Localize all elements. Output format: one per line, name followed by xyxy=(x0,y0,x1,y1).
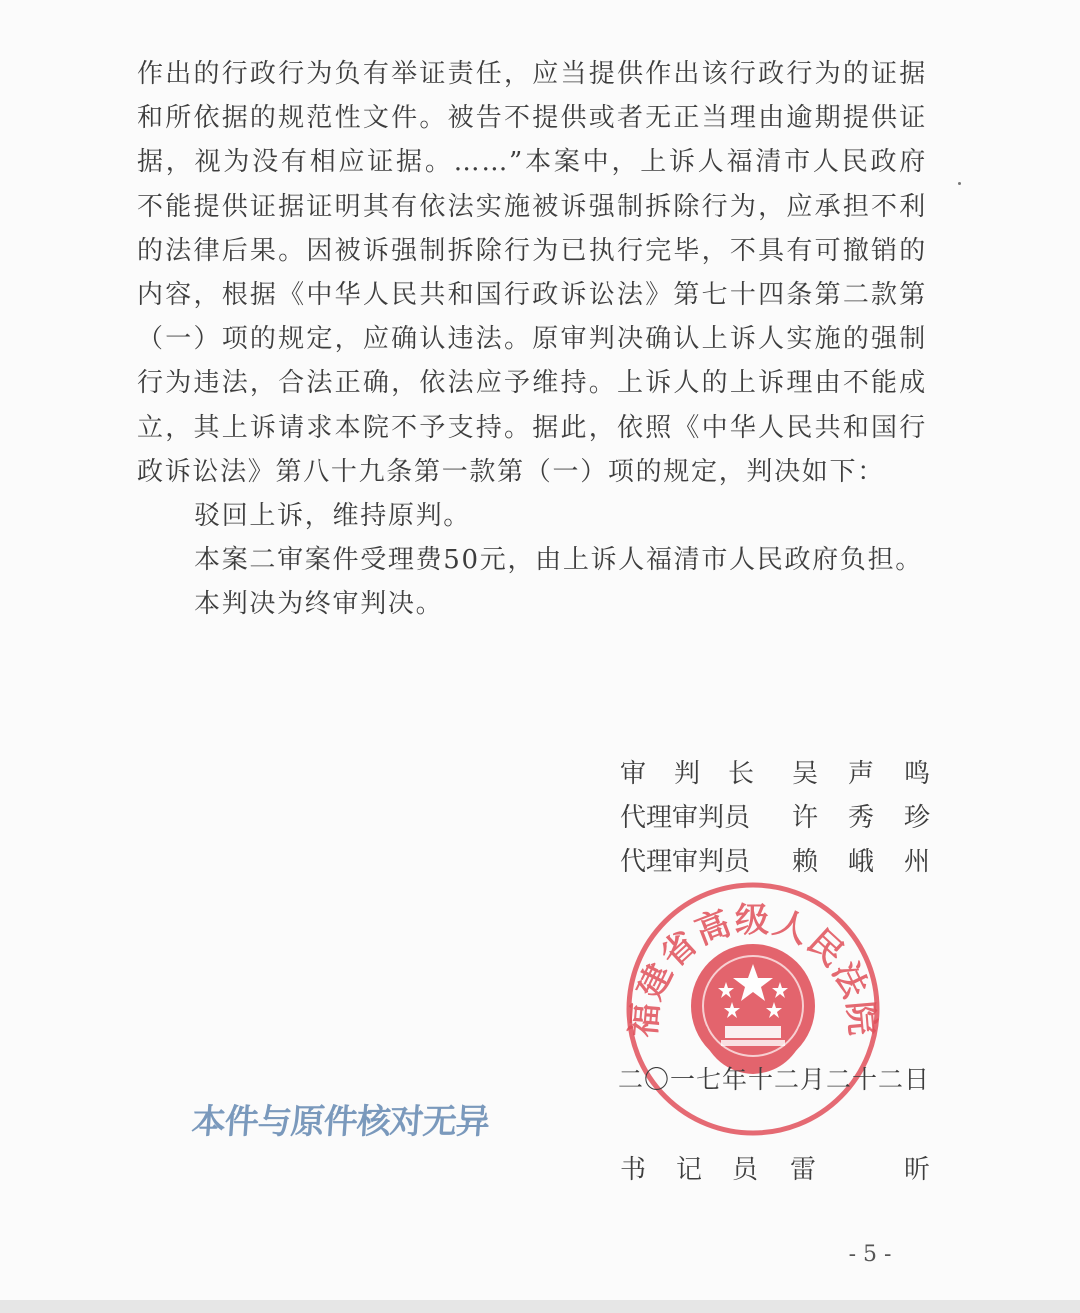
page-number: - 5 - xyxy=(848,1242,892,1267)
judgment-body xyxy=(137,52,927,627)
clerk-name-first: 雷 xyxy=(790,1155,817,1185)
scan-bottom-edge xyxy=(0,1300,1080,1313)
signature-row-acting-judge-1 xyxy=(620,796,960,840)
national-emblem-icon xyxy=(691,944,815,1070)
signature-name: 吴声鸣 xyxy=(791,759,960,789)
reasoning-paragraph: 作出的行政行为负有举证责任，应当提供作出该行政行为的证据和所依据的规范性文件。被告不提供或者无正当理由逾期提供证据，视为没有相应证据。……”本案中，上诉人福清市人民政府不能提供证据证明其有依法实施被诉强制拆除行为，应承担不利的法律后果。因被诉强制拆除行为已执行完毕，不具有可撤销的内容，根据《中华人民共和国行政诉讼法》第七十四条第二款第（一）项的规定，应确认违法。原审判决确认上诉人实施的强制行为违法，合法正确，依法应予维持。上诉人的上诉理由不能成立，其上诉请求本院不予支持。据此，依照《中华人民共和国行政诉讼法》第八十九条第一款第（一）项的规定，判决如下： xyxy=(137,59,927,487)
signature-row-acting-judge-2 xyxy=(620,840,960,884)
seal-text: 福建省高级人民法院 xyxy=(623,900,883,1039)
signature-name: 许秀珍 xyxy=(791,803,960,833)
signature-role: 代理审判员 xyxy=(620,803,751,833)
judgment-date: 二〇一七年十二月二十二日 xyxy=(617,1065,930,1094)
finality-paragraph: 本判决为终审判决。 xyxy=(194,589,444,620)
signature-row-presiding-judge xyxy=(620,752,960,796)
fee-paragraph: 本案二审案件受理费50元，由上诉人福清市人民政府负担。 xyxy=(194,545,923,576)
ruling-paragraph: 驳回上诉，维持原判。 xyxy=(194,501,472,532)
certification-stamp: 本件与原件核对无异 xyxy=(190,1102,491,1142)
clerk-name-last: 昕 xyxy=(903,1155,930,1185)
clerk-role: 书记员 xyxy=(620,1155,789,1185)
signature-role: 代理审判员 xyxy=(620,847,751,877)
signature-role: 审判长 xyxy=(620,759,783,789)
scan-speck xyxy=(958,182,961,185)
signature-name: 赖峨州 xyxy=(791,847,960,877)
